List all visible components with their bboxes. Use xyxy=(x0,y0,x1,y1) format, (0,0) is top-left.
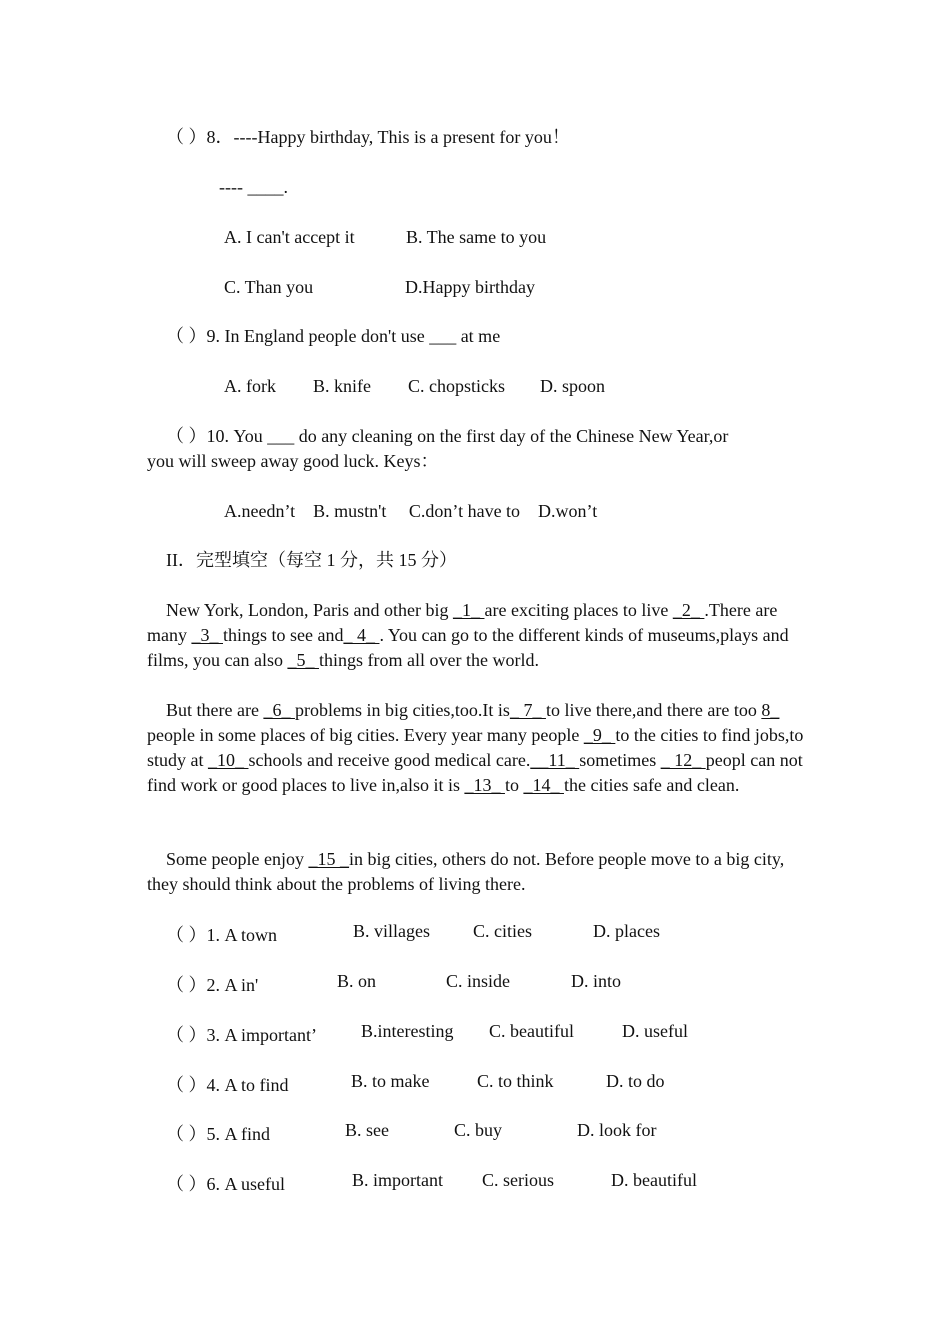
passage-text: people in some places of big cities. Every year many people xyxy=(147,725,584,745)
passage-text: the cities safe and clean. xyxy=(563,775,740,795)
cloze-option-c: C. cities xyxy=(473,921,532,941)
cloze-question-1 xyxy=(0,921,950,946)
q10-options: A.needn’t B. mustn't C.don’t have to D.won’t xyxy=(224,501,598,521)
q9-option-b: B. knife xyxy=(313,376,371,396)
blank: __11_ xyxy=(530,750,580,770)
cloze-option-c: C. buy xyxy=(454,1120,503,1140)
blank: _ 12_ xyxy=(660,750,706,770)
cloze-option-d: D. look for xyxy=(577,1120,657,1140)
blank: _ 4_ xyxy=(343,625,380,645)
q8-option-c: C. Than you xyxy=(224,277,314,297)
cloze-question-5 xyxy=(0,1120,950,1145)
section-title: II．完型填空（每空 1 分，共 15 分） xyxy=(166,550,457,570)
cloze-option-b: B.interesting xyxy=(361,1021,454,1041)
cloze-option-b: B. on xyxy=(337,971,377,991)
cloze-option-d: D. to do xyxy=(606,1071,665,1091)
passage-text: are exciting places to live xyxy=(484,600,673,620)
cloze-question-6 xyxy=(0,1170,950,1195)
passage-text: Some people enjoy xyxy=(166,849,309,869)
cloze-question-3 xyxy=(0,1021,950,1046)
passage-paragraph-2 xyxy=(147,698,807,798)
blank: _10_ xyxy=(208,750,249,770)
cloze-question-stem: （ ）5. A find xyxy=(166,1124,271,1144)
passage-text: in big cities, others do not. Before people move to a big city, they should think about the problems of living there. xyxy=(147,849,785,894)
cloze-option-b: B. important xyxy=(352,1170,443,1190)
blank: _6_ xyxy=(263,700,295,720)
passage-paragraph-1 xyxy=(147,598,807,673)
cloze-option-d: D. useful xyxy=(622,1021,688,1041)
passage-text: to live there,and there are too xyxy=(545,700,762,720)
blank: _15 _ xyxy=(308,849,349,869)
cloze-option-c: C. inside xyxy=(446,971,511,991)
q9-option-c: C. chopsticks xyxy=(408,376,505,396)
passage-text: . You can go to the different kinds of museums,plays and films, you can also xyxy=(147,625,789,670)
passage-text: things from all over the world. xyxy=(318,650,539,670)
cloze-question-stem: （ ）6. A useful xyxy=(166,1174,285,1194)
blank: _3_ xyxy=(191,625,223,645)
cloze-option-c: C. to think xyxy=(477,1071,554,1091)
blank: _13_ xyxy=(464,775,505,795)
q8-option-b: B. The same to you xyxy=(406,227,547,247)
cloze-question-stem: （ ）2. A in' xyxy=(166,975,259,995)
q10-stem-line2: you will sweep away good luck. Keys： xyxy=(147,451,439,471)
cloze-question-4 xyxy=(0,1071,950,1096)
passage-text: But there are xyxy=(166,700,264,720)
cloze-option-c: C. beautiful xyxy=(489,1021,574,1041)
q8-option-d: D.Happy birthday xyxy=(405,277,535,297)
cloze-question-2 xyxy=(0,971,950,996)
blank: _9_ xyxy=(583,725,616,745)
cloze-option-c: C. serious xyxy=(482,1170,554,1190)
passage-text: schools and receive good medical care. xyxy=(248,750,531,770)
cloze-option-d: D. beautiful xyxy=(611,1170,697,1190)
cloze-question-stem: （ ）4. A to find xyxy=(166,1075,289,1095)
passage-text: problems in big cities,too.It is xyxy=(294,700,510,720)
passage-text: peopl can not find work or good places to live in,also it is xyxy=(147,750,803,795)
q9-option-d: D. spoon xyxy=(540,376,606,396)
blank: _14_ xyxy=(523,775,564,795)
passage-text: things to see and xyxy=(223,625,344,645)
cloze-option-b: B. see xyxy=(345,1120,389,1140)
passage-text: New York, London, Paris and other big xyxy=(166,600,453,620)
passage-text: sometimes xyxy=(579,750,661,770)
q10-stem-line1: （ ）10. You ___ do any cleaning on the first day of the Chinese New Year,or xyxy=(166,426,729,446)
passage-text: to xyxy=(504,775,524,795)
blank: 8_ xyxy=(761,700,780,720)
cloze-option-d: D. places xyxy=(593,921,660,941)
blank: _ 7_ xyxy=(509,700,546,720)
cloze-option-b: B. villages xyxy=(353,921,430,941)
q8-option-a: A. I can't accept it xyxy=(224,227,355,247)
q8-stem: （ ）8．----Happy birthday, This is a present for you！ xyxy=(166,127,570,147)
passage-text: to the cities to find jobs,to study at xyxy=(147,725,804,770)
blank: _2_ xyxy=(672,600,705,620)
q8-reply: ---- ____. xyxy=(219,177,288,197)
cloze-question-stem: （ ）3. A important’ xyxy=(166,1025,317,1045)
blank: _5_ xyxy=(287,650,319,670)
passage-paragraph-3 xyxy=(147,847,807,897)
cloze-question-stem: （ ）1. A town xyxy=(166,925,278,945)
blank: _1_ xyxy=(452,600,485,620)
cloze-option-d: D. into xyxy=(571,971,622,991)
cloze-option-b: B. to make xyxy=(351,1071,430,1091)
q9-stem: （ ）9. In England people don't use ___ at me xyxy=(166,326,501,346)
passage-text: .There are many xyxy=(147,600,778,645)
q9-option-a: A. fork xyxy=(224,376,276,396)
